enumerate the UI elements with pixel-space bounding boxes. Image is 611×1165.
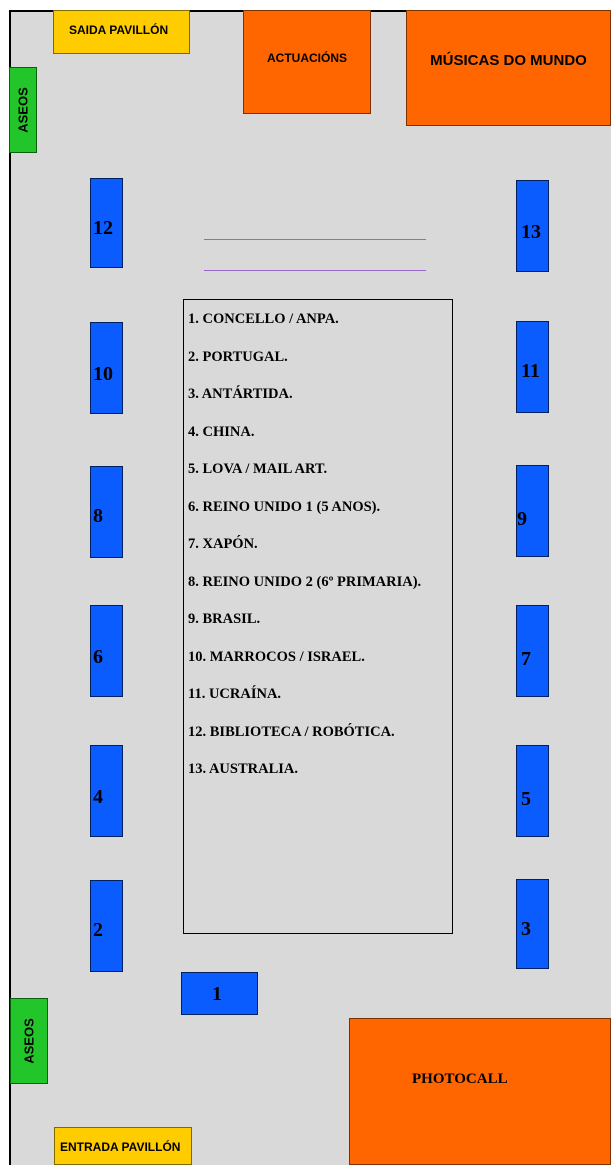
table-1	[181, 972, 258, 1015]
toilet-bottom	[10, 998, 48, 1084]
table-legend	[183, 299, 453, 934]
table-4-number: 4	[93, 786, 103, 808]
table-11	[516, 321, 549, 413]
toilet-bottom-label: ASEOS	[21, 1018, 37, 1064]
table-3-number: 3	[521, 918, 531, 940]
legend-item: 12. BIBLIOTECA / ROBÓTICA.	[188, 723, 395, 740]
table-8-number: 8	[93, 505, 103, 527]
zone-actuacions	[243, 10, 371, 114]
zone-photocall	[349, 1018, 611, 1165]
legend-item: 9. BRASIL.	[188, 611, 261, 627]
legend-item: 2. PORTUGAL.	[188, 348, 288, 365]
legend-item: 13. AUSTRALIA.	[188, 761, 298, 777]
table-11-number: 11	[521, 360, 540, 382]
legend-item: 11. UCRAÍNA.	[188, 686, 282, 702]
table-13	[516, 180, 549, 272]
table-13-number: 13	[521, 221, 541, 243]
table-2-number: 2	[93, 919, 103, 941]
exit-entrada-label: ENTRADA PAVILLÓN	[60, 1140, 181, 1154]
legend-item: 8. REINO UNIDO 2 (6º PRIMARIA).	[188, 573, 422, 590]
stage-line-bottom	[204, 270, 426, 271]
legend-item: 7. XAPÓN.	[188, 536, 258, 552]
table-8	[90, 466, 123, 558]
exit-entrada	[54, 1127, 192, 1165]
toilet-top-label: ASEOS	[15, 87, 31, 133]
zone-musicas-label: MÚSICAS DO MUNDO	[430, 52, 587, 69]
table-12	[90, 178, 123, 268]
table-10-number: 10	[93, 363, 113, 385]
zone-musicas	[406, 10, 611, 126]
table-5	[516, 745, 549, 837]
legend-item: 1. CONCELLO / ANPA.	[188, 311, 339, 327]
exit-saida-label: SAIDA PAVILLÓN	[69, 23, 169, 37]
legend-item: 4. CHINA.	[188, 423, 255, 440]
toilet-top	[9, 67, 37, 153]
table-12-number: 12	[93, 217, 113, 239]
table-10	[90, 322, 123, 414]
table-6	[90, 605, 123, 697]
zone-photocall-label: PHOTOCALL	[412, 1071, 508, 1087]
zone-actuacions-label: ACTUACIÓNS	[267, 51, 347, 65]
exit-saida	[53, 10, 190, 54]
table-7-number: 7	[521, 648, 531, 670]
table-6-number: 6	[93, 646, 103, 668]
legend-item: 5. LOVA / MAIL ART.	[188, 461, 328, 477]
table-4	[90, 745, 123, 837]
table-2	[90, 880, 123, 972]
legend-list	[184, 300, 452, 779]
legend-item: 6. REINO UNIDO 1 (5 ANOS).	[188, 498, 381, 515]
legend-item: 10. MARROCOS / ISRAEL.	[188, 648, 365, 665]
table-1-number: 1	[212, 983, 222, 1005]
table-9	[516, 465, 549, 557]
table-7	[516, 605, 549, 697]
legend-item: 3. ANTÁRTIDA.	[188, 386, 293, 402]
table-3	[516, 879, 549, 969]
table-9-number: 9	[517, 508, 527, 530]
stage-line-top	[204, 239, 426, 240]
table-5-number: 5	[521, 788, 531, 810]
